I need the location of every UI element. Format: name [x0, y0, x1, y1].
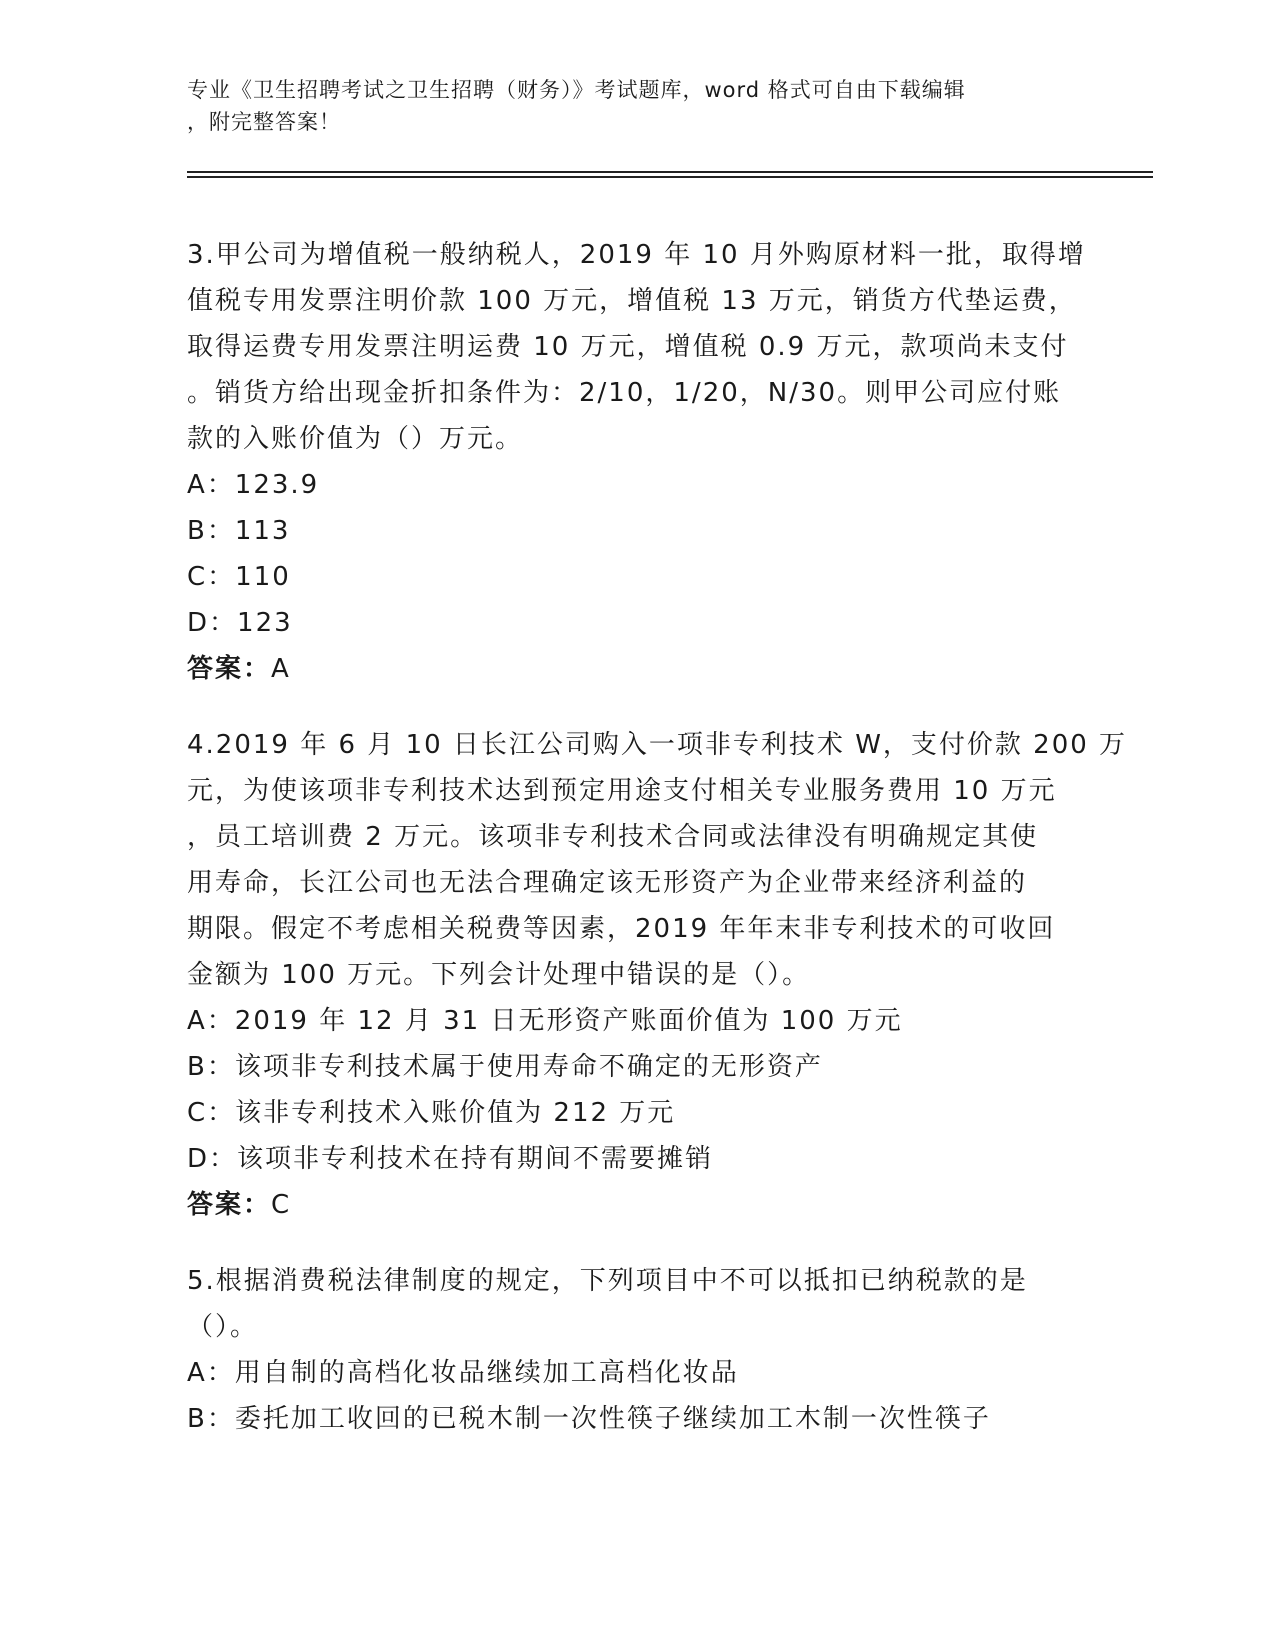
answer-value: A	[271, 654, 291, 684]
question-list	[187, 232, 1128, 1472]
header-line: 专业《卫生招聘考试之卫生招聘（财务）》考试题库，word 格式可自由下载编辑	[187, 78, 966, 102]
question-5	[187, 1258, 1087, 1442]
option-d: D：123	[187, 608, 293, 638]
header-divider-top	[187, 171, 1153, 173]
option-c: C：110	[187, 562, 291, 592]
stem-line: 3.甲公司为增值税一般纳税人，2019 年 10 月外购原材料一批，取得增	[187, 240, 1086, 270]
option-c: C：该非专利技术入账价值为 212 万元	[187, 1098, 676, 1128]
option-a: A：123.9	[187, 470, 320, 500]
question-4	[187, 722, 1128, 1228]
stem-line: ，员工培训费 2 万元。该项非专利技术合同或法律没有明确规定其使	[187, 822, 1039, 852]
option-a: A：用自制的高档化妆品继续加工高档化妆品	[187, 1358, 739, 1388]
stem-line: 元，为使该项非专利技术达到预定用途支付相关专业服务费用 10 万元	[187, 776, 1057, 806]
stem-line: 期限。假定不考虑相关税费等因素，2019 年年末非专利技术的可收回	[187, 914, 1056, 944]
header-line: ，附完整答案！	[187, 110, 341, 134]
option-a: A：2019 年 12 月 31 日无形资产账面价值为 100 万元	[187, 1006, 903, 1036]
question-stem	[187, 722, 1128, 998]
option-b: B：113	[187, 516, 291, 546]
question-stem	[187, 232, 1087, 462]
stem-line: 取得运费专用发票注明运费 10 万元，增值税 0.9 万元，款项尚未支付	[187, 332, 1069, 362]
stem-line: 金额为 100 万元。下列会计处理中错误的是（）。	[187, 960, 811, 990]
answer-label: 答案：	[187, 654, 272, 684]
stem-line: 5.根据消费税法律制度的规定，下列项目中不可以抵扣已纳税款的是	[187, 1266, 1028, 1296]
option-d: D：该项非专利技术在持有期间不需要摊销	[187, 1144, 714, 1174]
stem-line: 款的入账价值为（）万元。	[187, 424, 524, 454]
document-header	[187, 74, 1087, 138]
stem-line: 。销货方给出现金折扣条件为：2/10，1/20，N/30。则甲公司应付账	[187, 378, 1062, 408]
answer	[187, 1182, 1087, 1228]
stem-line: 4.2019 年 6 月 10 日长江公司购入一项非专利技术 W，支付价款 200 万	[187, 730, 1128, 760]
stem-line: （）。	[187, 1312, 259, 1342]
option-b: B：委托加工收回的已税木制一次性筷子继续加工木制一次性筷子	[187, 1404, 991, 1434]
stem-line: 值税专用发票注明价款 100 万元，增值税 13 万元，销货方代垫运费，	[187, 286, 1077, 316]
header-divider-bottom	[187, 176, 1153, 178]
option-b: B：该项非专利技术属于使用寿命不确定的无形资产	[187, 1052, 823, 1082]
answer	[187, 646, 1087, 692]
stem-line: 用寿命，长江公司也无法合理确定该无形资产为企业带来经济利益的	[187, 868, 1028, 898]
question-stem	[187, 1258, 1087, 1350]
answer-value: C	[271, 1190, 292, 1220]
question-3	[187, 232, 1087, 692]
answer-label: 答案：	[187, 1190, 272, 1220]
